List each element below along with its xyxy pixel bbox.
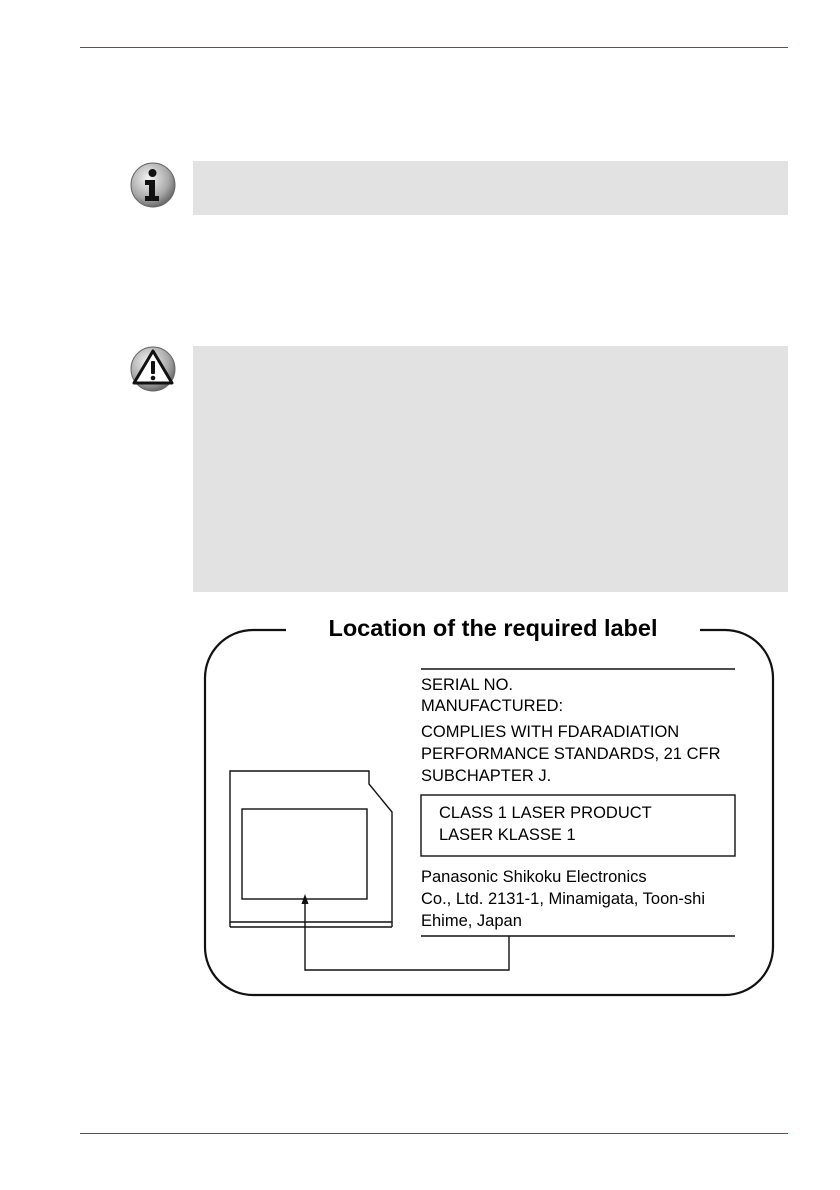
maker-line-2: Co., Ltd. 2131-1, Minamigata, Toon-shi bbox=[421, 890, 706, 908]
complies-line-2: PERFORMANCE STANDARDS, 21 CFR bbox=[421, 745, 721, 763]
serial-no-text: SERIAL NO. bbox=[421, 676, 513, 694]
maker-line-3: Ehime, Japan bbox=[421, 912, 522, 930]
complies-line-3: SUBCHAPTER J. bbox=[421, 767, 552, 785]
class-line-2: LASER KLASSE 1 bbox=[439, 826, 576, 844]
figure-title: Location of the required label bbox=[286, 617, 700, 641]
class-line-1: CLASS 1 LASER PRODUCT bbox=[439, 804, 652, 822]
complies-line-1: COMPLIES WITH FDARADIATION bbox=[421, 723, 680, 741]
pointer-line bbox=[305, 899, 509, 970]
manufactured-text: MANUFACTURED: bbox=[421, 697, 564, 715]
footer-rule bbox=[80, 1133, 788, 1134]
drive-label-area bbox=[242, 809, 367, 899]
maker-line-1: Panasonic Shikoku Electronics bbox=[421, 868, 647, 886]
